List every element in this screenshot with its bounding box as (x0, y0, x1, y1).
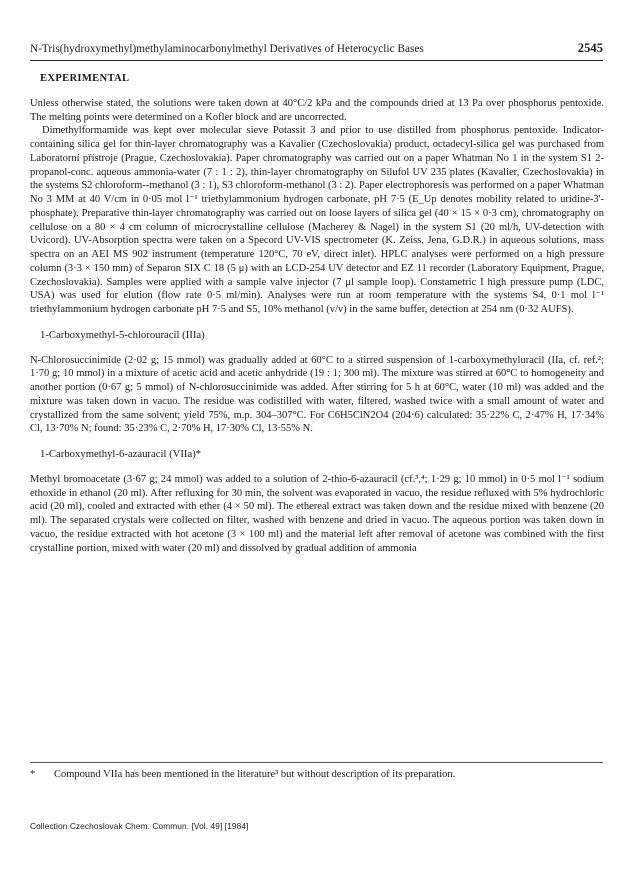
compound-heading-IIIa: 1-Carboxymethyl-5-chlorouracil (IIIa) (40, 328, 205, 341)
journal-footer: Collection Czechoslovak Chem. Commun. [Vol. 49] [1984] (30, 821, 249, 831)
header-rule (30, 60, 603, 61)
footnote-text: Compound VIIa has been mentioned in the literature³ but without description of its preparation. (54, 769, 456, 780)
footnote (30, 768, 604, 782)
running-title: N-Tris(hydroxymethyl)methylaminocarbonylmethyl Derivatives of Heterocyclic Bases (30, 43, 424, 55)
paragraph-materials-methods: Dimethylformamide was kept over molecular sieve Potassit 3 and prior to use distilled from phosphorus pentoxide. Indicator-containing silica gel for thin-layer chromatography was a Kavalier (Czechoslovakia) product, octadecyl-silica gel was purchased from Laboratorní přístroje (Prague, Czechoslovakia). Paper chromatography was carried out on a paper Whatman No 1 in the system S1 2-propanol-conc. aqueous ammonia-water (7 : 1 : 2), thin-layer chromatography on Silufol UV 235 plates (Kavalier, Czechoslovakia) in the systems S2 chloroform--methanol (3 : 1), S3 chloroform-methanol (3 : 2). Paper electrophoresis was performed on a paper Whatman No 3 MM at 40 V/cm in 0·05 mol l⁻¹ triethylammonium hydrogen carbonate, pH 7·5 (E_Up denotes mobility related to uridine-3'-phosphate). Preparative thin-layer chromatography was carried out on loose layers of silica gel (40 × 15 × 0·3 cm), chromatography on cellulose on a 80 × 4 cm column of microcrystalline cellulose (Macherey & Nagel) in the system S1 (20 ml/h, UV-detection with Uvicord). UV-Absorption spectra were taken on a Specord UV-VIS spectrometer (K. Zeiss, Jena, G.D.R.) in aqueous solutions, mass spectra on an AEI MS 902 instrument (temperature 120°C, 70 eV, direct inlet). HPLC analyses were performed on a high pressure column (3·3 × 150 mm) of Separon SIX C 18 (5 μ) with an LCD-254 UV detector and EZ 11 recorder (Laboratory Equipment, Prague, Czechoslovakia). Samples were applied with a sample valve injector (7 μl sample loop). Constametric I high pressure pump (LDC, USA) was used for elution (flow rate 0·5 ml/min). Analyses were run at room temperature with the systems S4, 0·1 mol l⁻¹ triethylammonium hydrogen carbonate pH 7·5 and S5, 10% methanol (v/v) in the same buffer, detection at 254 nm (0·32 AUFS). (30, 125, 604, 315)
footnote-rule (30, 762, 603, 763)
body-text (30, 68, 604, 555)
running-header (30, 41, 603, 56)
paragraph-VIIa-synthesis: Methyl bromoacetate (3·67 g; 24 mmol) was added to a solution of 2-thio-6-azauracil (cf.³,⁴; 1·29 g; 10 mmol) in 0·5 mol l⁻¹ sodium ethoxide in ethanol (20 ml). After refluxing for 30 min, the solvent was evaporated in vacuo, the residue refluxed with 5% hydrochloric acid (20 ml), cooled and extracted with ether (4 × 50 ml). The ethereal extract was taken down and the residue mixed with benzene (20 ml). The separated crystals were collected on filter, washed with benzene and dried in vacuo. The aqueous portion was taken down in vacuo, the residue extracted with hot acetone (3 × 100 ml) and the material left after removal of acetone was combined with the first crystalline portion, mixed with water (20 ml) and dissolved by gradual addition of ammonia (30, 473, 604, 554)
page-number: 2545 (577, 41, 603, 55)
footnote-marker: * (30, 769, 36, 780)
section-heading: EXPERIMENTAL (40, 73, 130, 84)
paragraph-IIIa-synthesis: N-Chlorosuccinimide (2·02 g; 15 mmol) was gradually added at 60°C to a stirred suspension of 1-carboxymethyluracil (IIa, cf. ref.²; 1·70 g; 10 mmol) in a mixture of acetic acid and acetic anhydride (19 : 1; 300 ml). The mixture was stirred at 60°C to homogeneity and another portion (0·67 g; 5 mmol) of N-chlorosuccinimide was added. After stirring for 5 h at 60°C, water (10 ml) was added and the mixture was taken down in vacuo. The residue was codistilled with water, filtered, washed twice with a small amount of water and crystallized from the same solvent; yield 75%, m.p. 304–307°C. For C6H5ClN2O4 (204·6) calculated: 35·22% C, 2·47% H, 17·34% Cl, 13·70% N; found: 35·23% C, 2·70% H, 17·30% Cl, 13·55% N. (30, 354, 604, 435)
compound-heading-VIIa: 1-Carboxymethyl-6-azauracil (VIIa)* (40, 448, 202, 460)
paragraph-general-conditions: Unless otherwise stated, the solutions were taken down at 40°C/2 kPa and the compounds dried at 13 Pa over phosphorus pentoxide. The melting points were determined on a Kofler block and are uncorrected. (30, 97, 604, 123)
